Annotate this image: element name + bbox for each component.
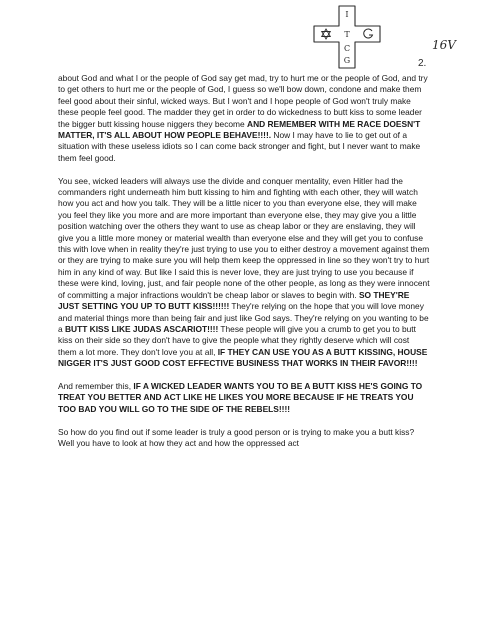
paragraph-text: They're relying on the hope that you will love money and material things more than being fair and just like God says. They're relying on you wanting to be a (58, 301, 429, 334)
paragraph (58, 427, 430, 450)
paragraph-text: Now I may have to lie to get out of a situation with these useless idiots so I can come back stronger and fight, but I never want to make them feel good. (58, 130, 421, 163)
page-number: 2. (418, 58, 427, 69)
g-symbol-icon (364, 29, 373, 38)
emphasis-text: BUTT KISS LIKE JUDAS ASCARIOT!!!! (65, 323, 219, 334)
emphasis-text: AND REMEMBER WITH ME RACE DOESN'T MATTER, IT'S ALL ABOUT HOW PEOPLE BEHAVE!!!!. (58, 118, 421, 141)
paragraph-text: You see, wicked leaders will always use the divide and conquer mentality, even Hitler had the commanders right underneath him butt kissing to him and fighting with each other, they will watch how you act and how you talk. They will be a little nicer to you than everyone else, they will make you feel they like you more and are more important than everyone else, they may give you a little position watching over the others they want to use as cheap labor or they are enslaving, they will give you a little more money or material wealth than everyone else and they will get you to confuse this with love when in reality they're just trying to use you to either destroy a movement against them or they are trying to make sure you will help them keep the oppressed in line so they won't try to hurt him in any kind of way. But like I said this is never love, they are just trying to use you because if these were kind, loving, just, and fair people none of the other people, as long as they were innocent of committing a major infractions wouldn't be cheap labor or slaves to begin with. (58, 175, 430, 300)
paragraph-text: So how do you find out if some leader is truly a good person or is trying to make you a butt kiss? Well you have to look at how they act and how the oppressed act (58, 426, 415, 448)
paragraph-text: And remember this, (58, 380, 134, 391)
emphasis-text: SO THEY'RE JUST SETTING YOU UP TO BUTT KISS!!!!!! (58, 289, 410, 312)
paragraph-text: about God and what I or the people of God say get mad, try to hurt me or the people of God, and try to get others to hurt me or the people of God, I guess so we'll bow down, condone and make them feel good about their sinful, wicked ways. But I won't and I hope people of God won't truly make these people feel good. The madder they get in order to do wickedness to butt kiss to some leader the bigger butt kissing house niggers they become (58, 73, 428, 129)
cross-letter: C (343, 44, 351, 53)
star-of-david-icon (322, 29, 331, 39)
emphasis-text: IF THEY CAN USE YOU AS A BUTT KISSING, HOUSE NIGGER IT'S JUST GOOD COST EFFECTIVE BUSINESS THAT WORKS IN THEIR FAVOR!!!! (58, 346, 428, 369)
paragraph-text: These people will give you a crumb to get you to butt kiss on their side so they don't have to give the people what they rightly deserve which will cost them a lot more. They don't love you at all, (58, 323, 416, 357)
cross-letter: G (343, 56, 351, 65)
handdrawn-cross-icon (312, 4, 382, 70)
body-text (58, 73, 430, 461)
paragraph (58, 381, 430, 415)
handwritten-mark: 16V (432, 38, 456, 52)
cross-letter: I (345, 10, 349, 19)
paragraph (58, 176, 430, 370)
paragraph (58, 73, 430, 164)
emphasis-text: IF A WICKED LEADER WANTS YOU TO BE A BUTT KISS HE'S GOING TO TREAT YOU BETTER AND ACT LIKE HE LIKES YOU MORE BECAUSE IF HE TREATS YOU TOO BAD YOU WILL GO TO THE SIDE OF THE REBELS!!!! (58, 380, 423, 414)
cross-letter: T (344, 30, 350, 39)
